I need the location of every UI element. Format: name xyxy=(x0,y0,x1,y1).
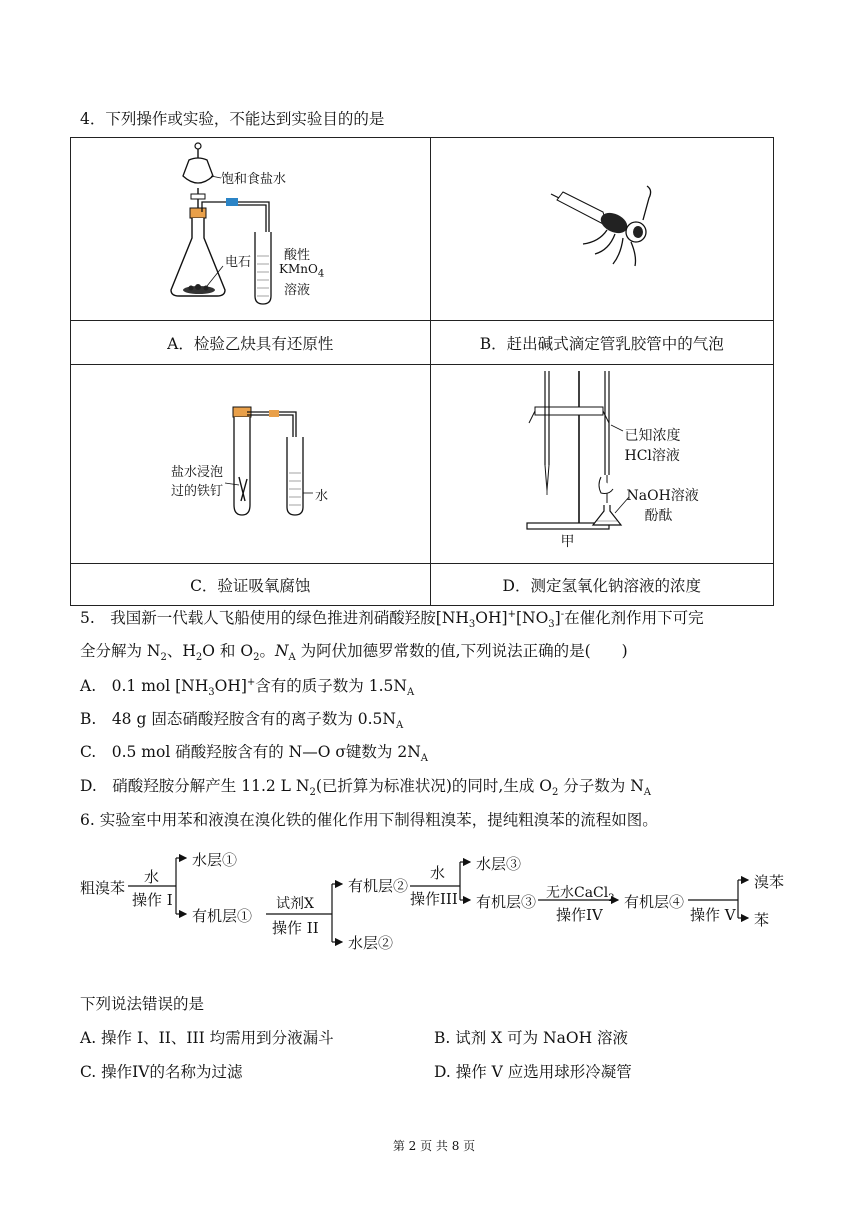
q4-stem: 4．下列操作或实验，不能达到实验目的的是 xyxy=(80,110,385,128)
purification-flowchart xyxy=(76,842,796,952)
flow-water-2: 水 xyxy=(430,864,446,882)
q4-figure-c-cell xyxy=(71,365,431,564)
flow-op1: 操作 I xyxy=(132,891,173,909)
q4-caption-c: C．验证吸氧腐蚀 xyxy=(71,564,431,606)
q4-caption-b: B．赶出碱式滴定管乳胶管中的气泡 xyxy=(430,321,774,365)
flow-aqueous-2: 水层② xyxy=(348,934,394,952)
acetylene-apparatus-drawing xyxy=(71,138,429,316)
flow-op3: 操作III xyxy=(410,890,458,908)
page-footer: 第 2 页 共 8 页 xyxy=(392,1139,476,1153)
q6-stem: 6. 实验室中用苯和液溴在溴化铁的催化作用下制得粗溴苯，提纯粗溴苯的流程如图。 xyxy=(80,811,658,829)
q5-option-c: C. 0.5 mol 硝酸羟胺含有的 N—O σ键数为 $2N_A$ xyxy=(80,743,429,765)
q4-figure-b-cell xyxy=(430,138,774,321)
flow-product-bromobenzene: 溴苯 xyxy=(754,873,785,891)
q5-option-a: A. 0.1 mol $[NH_3OH]^+$含有的质子数为 $1.5N_A$ xyxy=(80,676,415,699)
q4-figure-a-cell xyxy=(71,138,431,321)
flow-organic-4: 有机层④ xyxy=(624,893,685,911)
flow-organic-2: 有机层② xyxy=(348,877,409,895)
q5-stem-line1: 5. 我国新一代载人飞船使用的绿色推进剂硝酸羟胺$[NH_3OH]^+[NO_3]^-$在催化剂作用下可完 xyxy=(80,608,704,631)
titration-stand-drawing xyxy=(431,365,773,559)
flow-aqueous-3: 水层③ xyxy=(476,855,522,873)
label-phenolphthalein: 酚酞 xyxy=(644,508,673,524)
label-brine-soaked: 盐水浸泡 xyxy=(171,465,224,480)
label-naoh-solution: NaOH溶液 xyxy=(626,488,699,504)
flow-op5: 操作 V xyxy=(690,906,736,924)
flow-reagent-x: 试剂X xyxy=(276,896,314,912)
oxygen-corrosion-drawing xyxy=(71,365,429,559)
q6-ask: 下列说法错误的是 xyxy=(80,995,205,1013)
flow-op4: 操作IV xyxy=(556,906,603,924)
q4-figure-a xyxy=(71,138,430,320)
q6-option-c: C. 操作IV的名称为过滤 xyxy=(80,1063,243,1081)
label-water: 水 xyxy=(315,489,329,504)
q4-figure-d xyxy=(431,365,774,563)
q5-option-b: B. 48 g 固态硝酸羟胺含有的离子数为 $0.5N_A$ xyxy=(80,710,404,732)
q4-figure-b xyxy=(431,138,774,320)
label-known-conc: 已知浓度 xyxy=(624,428,681,444)
flow-crude-bromobenzene: 粗溴苯 xyxy=(80,879,126,897)
flow-water-1: 水 xyxy=(144,868,160,886)
q6-option-d: D. 操作 V 应选用球形冷凝管 xyxy=(434,1063,632,1081)
burette-bubble-drawing xyxy=(431,138,773,316)
flow-organic-3: 有机层③ xyxy=(476,893,537,911)
q4-options-table xyxy=(70,137,774,606)
label-jia: 甲 xyxy=(560,534,575,550)
label-acidic: 酸性 xyxy=(284,248,311,263)
flow-op2: 操作 II xyxy=(272,919,319,937)
q4-caption-d: D．测定氢氧化钠溶液的浓度 xyxy=(430,564,774,606)
q4-figure-c xyxy=(71,365,430,563)
q6-option-a: A. 操作 I、II、III 均需用到分液漏斗 xyxy=(80,1029,334,1047)
flow-organic-1: 有机层① xyxy=(192,907,253,925)
q5-stem-line2: 全分解为 $N_2$、$H_2O$ 和 $O_2$。$N_A$ 为阿伏加德罗常数的值,下列说法正确的是( ) xyxy=(80,642,628,664)
q4-caption-a: A．检验乙炔具有还原性 xyxy=(71,321,431,365)
label-hcl-solution: HCl溶液 xyxy=(624,448,680,464)
flow-anhydrous-cacl2: 无水CaCl$_2$ xyxy=(546,885,615,904)
q4-figure-d-cell xyxy=(430,365,774,564)
label-iron-nail: 过的铁钉 xyxy=(171,484,224,499)
q5-option-d: D. 硝酸羟胺分解产生 11.2 L $N_2$(已折算为标准状况)的同时,生成 $O_2$ 分子数为 $N_A$ xyxy=(80,777,652,799)
flow-product-benzene: 苯 xyxy=(754,911,770,929)
q6-option-b: B. 试剂 X 可为 NaOH 溶液 xyxy=(434,1029,629,1047)
flow-aqueous-1: 水层① xyxy=(192,851,238,869)
label-calcium-carbide: 电石 xyxy=(225,255,252,270)
label-saturated-brine: 饱和食盐水 xyxy=(221,172,287,187)
label-kmno4: KMnO$_4$ xyxy=(279,262,325,280)
label-solution: 溶液 xyxy=(284,283,311,298)
